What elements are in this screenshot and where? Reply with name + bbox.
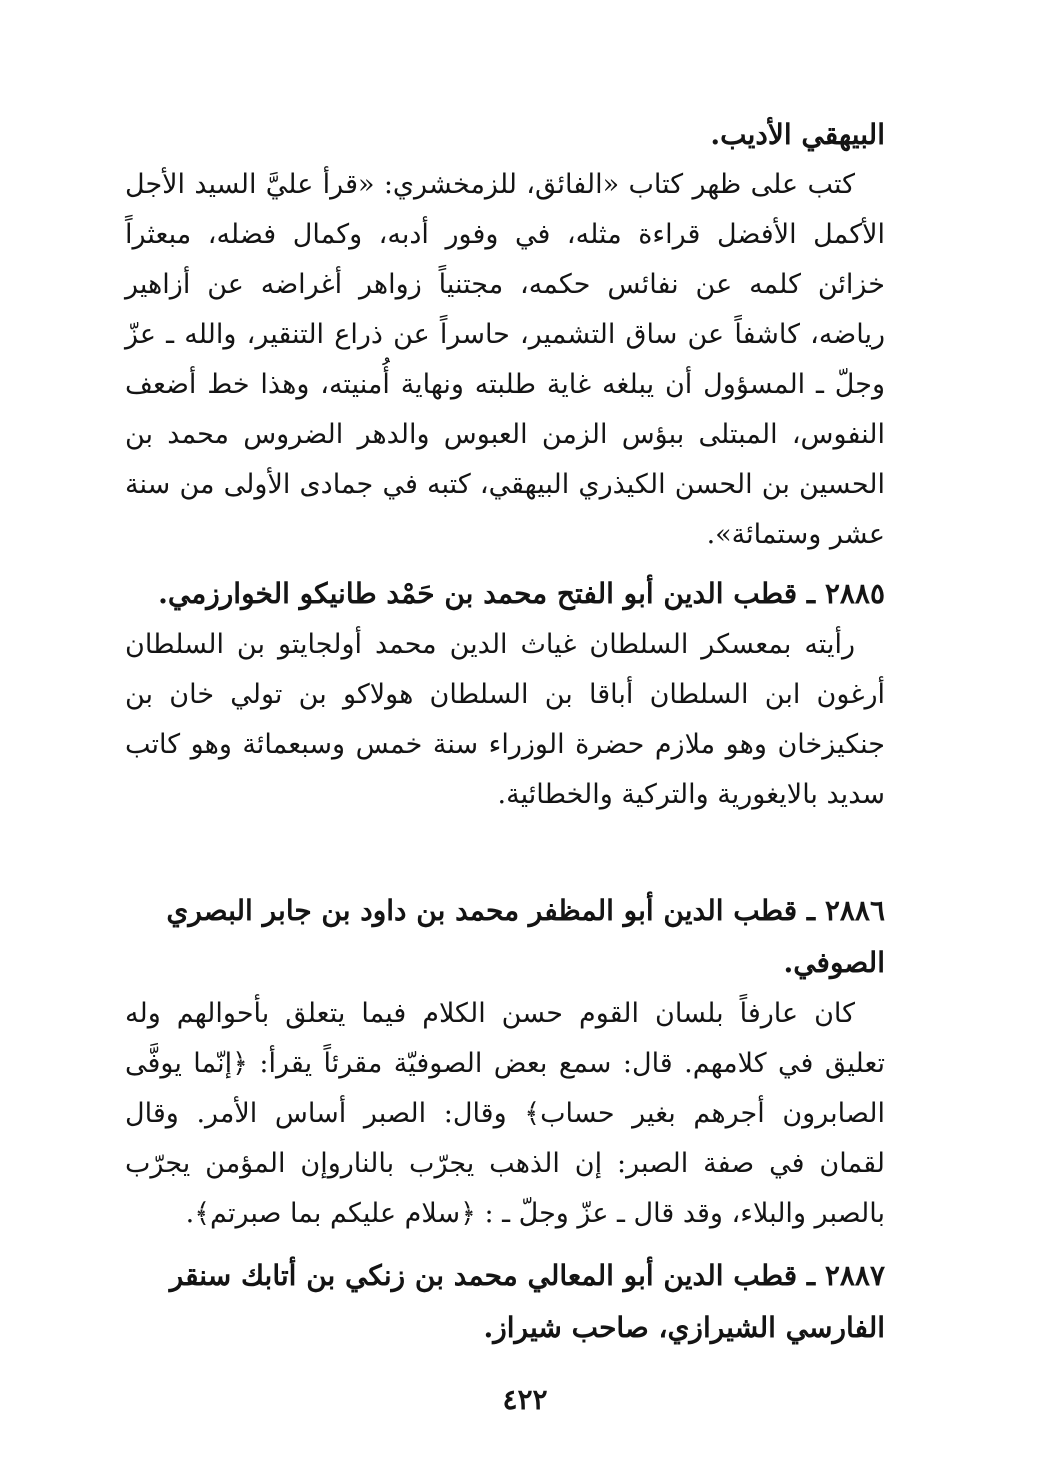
entry-heading (125, 568, 885, 620)
entry-title: ـ قطب الدين أبو المظفر محمد بن داود بن جابر البصري الصوفي. (166, 894, 885, 979)
entry-2886 (125, 885, 885, 1239)
entry-2887 (125, 1250, 885, 1354)
entry-number: ٢٨٨٦ (824, 894, 885, 927)
entry-heading (125, 1250, 885, 1354)
entry-title: ـ قطب الدين أبو المعالي محمد بن زنكي بن أتابك سنقر الفارسي الشيرازي، صاحب شيراز. (169, 1259, 885, 1344)
entry-body: رأيته بمعسكر السلطان غياث الدين محمد أولجايتو بن السلطان أرغون ابن السلطان أباقا بن السلطان هولاكو بن تولي خان بن جنكيزخان وهو ملازم حضرة الوزراء سنة خمس وسبعمائة وهو كاتب سديد بالايغورية والتركية والخطائية. (125, 629, 885, 810)
top-section (125, 110, 885, 560)
entry-number: ٢٨٨٥ (824, 577, 885, 610)
colophon-paragraph: كتب على ظهر كتاب «الفائق، للزمخشري: «قرأ عليَّ السيد الأجل الأكمل الأفضل قراءة مثله، في وفور أدبه، وكمال فضله، مبعثراً خزائن كلمه عن نفائس حكمه، مجتنياً زواهر أغراضه عن أزاهير رياضه، كاشفاً عن ساق التشمير، حاسراً عن ذراع التنقير، والله ـ عزّ وجلّ ـ المسؤول أن يبلغه غاية طلبته ونهاية أُمنيته، وهذا خط أضعف النفوس، المبتلى ببؤس الزمن العبوس والدهر الضروس محمد بن الحسين بن الحسن الكيذري البيهقي، كتبه في جمادى الأولى من سنة عشر وستمائة». (125, 169, 885, 550)
entry-body: كان عارفاً بلسان القوم حسن الكلام فيما يتعلق بأحوالهم وله تعليق في كلامهم. قال: سمع بعض الصوفيّة مقرئاً يقرأ: ﴿إنّما يوفَّى الصابرون أجرهم بغير حساب﴾ وقال: الصبر أساس الأمر. وقال لقمان في صفة الصبر: إن الذهب يجرّب بالناروإن المؤمن يجرّب بالصبر والبلاء، وقد قال ـ عزّ وجلّ ـ : ﴿سلام عليكم بما صبرتم﴾. (125, 998, 885, 1229)
entry-2885 (125, 568, 885, 820)
entry-heading (125, 885, 885, 989)
entry-closing-line: البيهقي الأديب. (710, 118, 885, 151)
entry-title: ـ قطب الدين أبو الفتح محمد بن حَمْد طانيكو الخوارزمي. (158, 577, 816, 610)
page-number: ٤٢٢ (502, 1383, 548, 1416)
entry-number: ٢٨٨٧ (824, 1259, 885, 1292)
